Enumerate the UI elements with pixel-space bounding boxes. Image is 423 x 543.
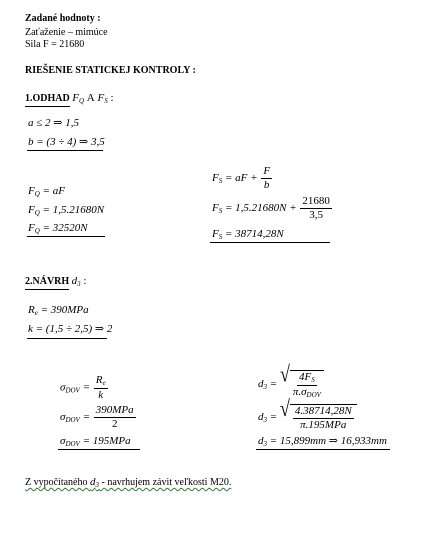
section1-a-symbol: A: [86, 92, 95, 104]
section1-label: 1.ODHAD: [25, 93, 70, 107]
line-b: b = (3 ÷ 4) ⇒ 3,5: [28, 136, 105, 148]
fs-line-2: $F_S = 1,5.21680N$ + $\frac{21680}{3,5}$: [212, 195, 330, 221]
d3-line-1: $d_3$ = √ $\frac{4F_S}{\pi.\sigma_{DOV}}$: [258, 370, 324, 399]
sigma-line-2: $\sigma_{DOV}$ = $\frac{\text{390MPa}}{2}$: [60, 404, 134, 430]
line-a: a ≤ 2 ⇒ 1,5: [28, 117, 80, 129]
rule-fq: [27, 236, 105, 237]
sigma2-fraction: $\frac{\text{390MPa}}{2}$: [95, 404, 134, 430]
sigma-line-1: $\sigma_{DOV}$ = $\frac{R_e}{k}$: [60, 374, 106, 401]
fs1-fraction: $\frac{F}{b}$: [263, 165, 271, 191]
section1-var-f2: F: [97, 92, 105, 104]
main-heading: RIEŠENIE STATICKEJ KONTROLY :: [25, 65, 196, 76]
d3-sqrt-1: √ $\frac{4F_S}{\pi.\sigma_{DOV}}$: [280, 370, 324, 399]
d3-sqrt-2: √ $\frac{4.38714,28N}{\text{π.195MPa}}$: [280, 404, 357, 431]
section1-sub-s: S: [104, 97, 108, 105]
rule-rek: [27, 338, 107, 339]
given-load: Zaťaženie – mimúce: [25, 27, 108, 38]
section1-sub-q: Q: [78, 97, 85, 105]
rule-d3: [256, 449, 390, 450]
fs2-fraction: $\frac{21680}{3,5}$: [302, 195, 330, 221]
fq-line-2: $F_Q = 1,5.21680N$: [28, 204, 105, 217]
given-title: Zadané hodnoty :: [25, 13, 101, 24]
fs-line-1: $F_S$ = aF + $\frac{F}{b}$: [212, 165, 271, 191]
section1-tail: :: [110, 92, 114, 104]
sigma1-fraction: $\frac{R_e}{k}$: [95, 374, 106, 401]
sigma-line-3: $\sigma_{DOV} = 195MPa$: [60, 435, 131, 448]
rule-ab: [27, 150, 103, 151]
fs-line-3: $F_S = 38714,28N$: [212, 228, 284, 241]
rule-sigma: [58, 449, 140, 450]
fq-line-3: $F_Q = 32520N$: [28, 222, 88, 235]
section2-label: 2.NÁVRH: [25, 276, 69, 290]
re-line: $R_e = 390MPa$: [28, 304, 89, 317]
section2-heading: 2.NÁVRH $d_3$ :: [25, 275, 87, 288]
d3-line-3: $d_3 = 15,899mm$ ⇒ 16,933mm: [258, 435, 387, 448]
rule-fs: [210, 242, 330, 243]
section1-var-f: F: [72, 92, 79, 104]
section1-heading: [25, 93, 114, 105]
fq-line-1: $F_Q$ = aF: [28, 185, 65, 198]
conclusion-text: Z vypočítaného $d_3$ - navrhujem závit veľkosti M20.: [25, 476, 232, 489]
k-line: k = (1,5 ÷ 2,5) ⇒ 2: [28, 323, 113, 335]
d3-line-2: $d_3$ = √ $\frac{4.38714,28N}{\text{π.195MPa}}$: [258, 404, 357, 431]
given-force: Sila F = 21680: [25, 39, 85, 50]
